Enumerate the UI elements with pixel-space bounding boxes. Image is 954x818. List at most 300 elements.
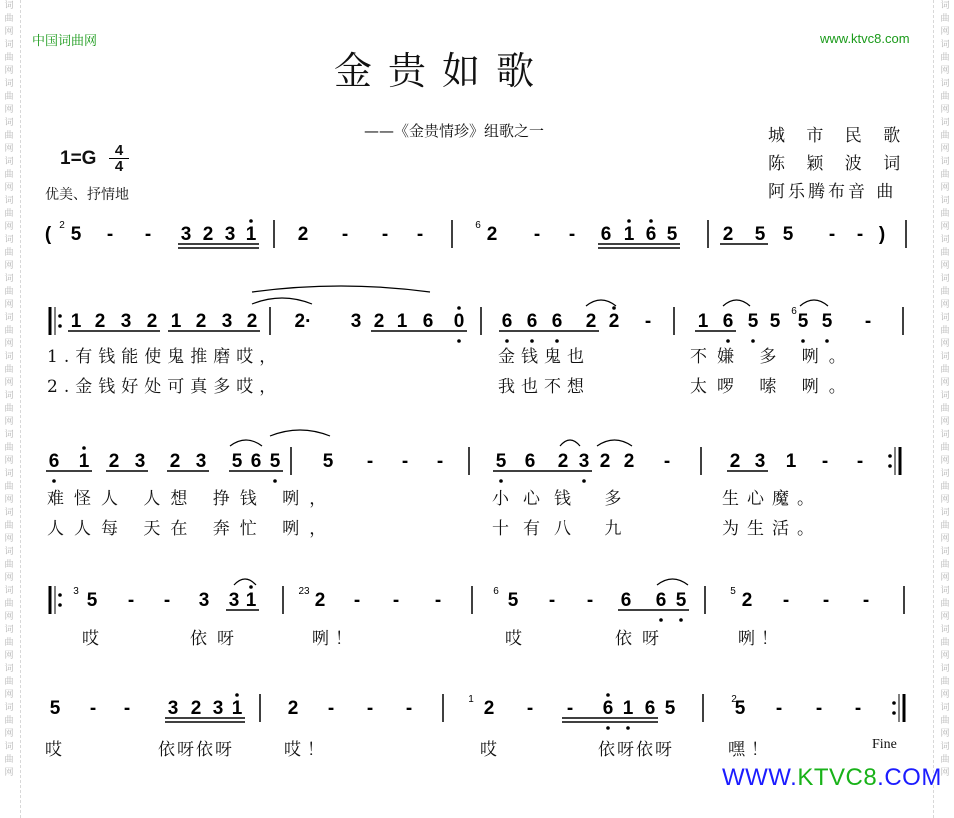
lyric-refrain-4: 哎: [505, 629, 528, 649]
note-dash: -: [381, 224, 389, 245]
note-dash: -: [526, 698, 534, 719]
margin-char: 网: [940, 495, 950, 505]
high-octave-dot: [235, 693, 239, 697]
repeat-dot: [892, 711, 896, 715]
note-6: 6: [602, 698, 614, 719]
low-octave-dot: [606, 726, 610, 730]
margin-char: 网: [4, 261, 14, 271]
margin-char: 曲: [4, 209, 14, 219]
low-octave-dot: [582, 479, 586, 483]
note-1: 1: [231, 698, 243, 719]
margin-char: 网: [4, 534, 14, 544]
margin-char: 词: [4, 703, 14, 713]
margin-char: 曲: [940, 638, 950, 648]
low-octave-dot: [52, 479, 56, 483]
site-name-link[interactable]: 中国词曲网: [32, 34, 98, 49]
margin-char: 词: [4, 742, 14, 752]
margin-char: 网: [4, 456, 14, 466]
note-5: 5: [86, 590, 98, 611]
note-5: 5: [747, 311, 759, 332]
margin-char: 曲: [940, 599, 950, 609]
margin-char: 网: [940, 651, 950, 661]
note-1: 1: [396, 311, 408, 332]
note-): ): [878, 224, 886, 245]
margin-char: 网: [940, 573, 950, 583]
margin-char: 曲: [4, 170, 14, 180]
note-(: (: [44, 224, 52, 245]
note-2: 2: [741, 590, 753, 611]
lyric-verse1-d: 难怪人 人想 挣钱 咧，: [47, 489, 337, 509]
note-2dot: 2·: [294, 311, 312, 332]
note-3: 3: [578, 451, 590, 472]
note-dash: -: [416, 224, 424, 245]
margin-char: 曲: [940, 209, 950, 219]
margin-char: 曲: [940, 404, 950, 414]
lyric-verse1-a: 1.有钱能使鬼推磨哎，: [47, 347, 283, 367]
low-octave-dot: [679, 618, 683, 622]
note-5: 5: [797, 311, 809, 332]
margin-char: 词: [4, 235, 14, 245]
margin-char: 曲: [4, 53, 14, 63]
margin-char: 网: [4, 27, 14, 37]
margin-char: 词: [4, 157, 14, 167]
margin-char: 词: [4, 664, 14, 674]
slur: [800, 300, 828, 306]
margin-char: 词: [940, 469, 950, 479]
grace-note: 3: [73, 586, 79, 597]
margin-char: 词: [4, 430, 14, 440]
high-octave-dot: [249, 219, 253, 223]
margin-char: 网: [4, 690, 14, 700]
margin-char: 曲: [4, 482, 14, 492]
note-2: 2: [314, 590, 326, 611]
note-dash: -: [663, 451, 671, 472]
high-octave-dot: [649, 219, 653, 223]
margin-char: 曲: [4, 443, 14, 453]
margin-char: 词: [940, 274, 950, 284]
note-6: 6: [600, 224, 612, 245]
note-1: 1: [245, 224, 257, 245]
note-3: 3: [180, 224, 192, 245]
margin-char: 曲: [4, 14, 14, 24]
lyric-verse2-d: 人人每 天在 奔忙 咧，: [47, 519, 337, 539]
margin-char: 曲: [940, 248, 950, 258]
lyric-coda-4: 哎: [480, 740, 503, 760]
note-2: 2: [599, 451, 611, 472]
margin-char: 网: [4, 144, 14, 154]
note-dash: -: [327, 698, 335, 719]
note-2: 2: [190, 698, 202, 719]
margin-char: 网: [940, 105, 950, 115]
note-1: 1: [697, 311, 709, 332]
note-5: 5: [70, 224, 82, 245]
note-dash: -: [144, 224, 152, 245]
margin-char: 曲: [4, 560, 14, 570]
site-url-link[interactable]: www.ktvc8.com: [820, 31, 910, 46]
margin-char: 曲: [940, 131, 950, 141]
margin-char: 网: [4, 300, 14, 310]
note-5: 5: [495, 451, 507, 472]
note-dash: -: [568, 224, 576, 245]
margin-char: 网: [940, 27, 950, 37]
margin-char: 网: [940, 534, 950, 544]
repeat-dot: [58, 603, 62, 607]
note-1: 1: [785, 451, 797, 472]
grace-note: 23: [298, 586, 310, 597]
note-2: 2: [195, 311, 207, 332]
grace-note: 6: [791, 306, 797, 317]
note-dash: -: [89, 698, 97, 719]
phrase-arc: [270, 430, 330, 436]
note-5: 5: [231, 451, 243, 472]
margin-char: 曲: [940, 755, 950, 765]
margin-char: 网: [4, 573, 14, 583]
margin-char: 网: [4, 183, 14, 193]
note-dash: -: [815, 698, 823, 719]
repeat-dot: [888, 454, 892, 458]
margin-char: 网: [940, 417, 950, 427]
note-2: 2: [623, 451, 635, 472]
repeat-dot: [892, 701, 896, 705]
margin-char: 词: [940, 352, 950, 362]
grace-note: 1: [468, 694, 474, 705]
margin-char: 曲: [940, 326, 950, 336]
note-1: 1: [623, 224, 635, 245]
phrase-arc: [252, 286, 430, 292]
note-5: 5: [269, 451, 281, 472]
note-3: 3: [224, 224, 236, 245]
lyric-coda-2: 依呀依呀: [158, 740, 234, 760]
margin-char: 曲: [940, 287, 950, 297]
margin-char: 曲: [940, 560, 950, 570]
site-watermark: [722, 764, 942, 792]
margin-char: 词: [940, 40, 950, 50]
margin-char: 曲: [4, 131, 14, 141]
note-3: 3: [198, 590, 210, 611]
margin-char: 网: [940, 183, 950, 193]
note-3: 3: [350, 311, 362, 332]
watermark-highlight: KTVC8: [797, 764, 878, 791]
margin-char: 网: [940, 261, 950, 271]
margin-char: 词: [4, 391, 14, 401]
time-signature-bottom: 4: [109, 158, 129, 174]
low-octave-dot: [457, 339, 461, 343]
lyric-verse2-b: 我也不想: [498, 377, 590, 397]
note-3: 3: [120, 311, 132, 332]
note-6: 6: [722, 311, 734, 332]
repeat-dot: [58, 314, 62, 318]
note-5: 5: [49, 698, 61, 719]
note-6: 6: [526, 311, 538, 332]
margin-char: 曲: [4, 677, 14, 687]
note-dash: -: [436, 451, 444, 472]
margin-char: 词: [4, 118, 14, 128]
grace-note: 6: [475, 220, 481, 231]
margin-char: 曲: [4, 365, 14, 375]
note-dash: -: [775, 698, 783, 719]
grace-note: 2: [731, 694, 737, 705]
note-dash: -: [856, 224, 864, 245]
note-5: 5: [821, 311, 833, 332]
repeat-dot: [888, 464, 892, 468]
note-dash: -: [434, 590, 442, 611]
note-6: 6: [551, 311, 563, 332]
margin-char: 曲: [940, 365, 950, 375]
key-signature: 1=G: [60, 148, 97, 169]
margin-char: 网: [4, 612, 14, 622]
margin-char: 词: [4, 313, 14, 323]
note-6: 6: [250, 451, 262, 472]
note-2: 2: [146, 311, 158, 332]
margin-char: 词: [4, 625, 14, 635]
note-2: 2: [373, 311, 385, 332]
margin-char: 词: [940, 157, 950, 167]
margin-char: 曲: [4, 521, 14, 531]
margin-char: 词: [4, 40, 14, 50]
note-1: 1: [245, 590, 257, 611]
note-dash: -: [106, 224, 114, 245]
note-6: 6: [645, 224, 657, 245]
lyric-refrain-6: 咧！: [738, 629, 784, 649]
note-2: 2: [729, 451, 741, 472]
note-1: 1: [70, 311, 82, 332]
note-5: 5: [734, 698, 746, 719]
margin-char: 网: [940, 378, 950, 388]
margin-char: 词: [4, 352, 14, 362]
margin-char: 网: [940, 456, 950, 466]
repeat-dot: [58, 593, 62, 597]
note-6: 6: [655, 590, 667, 611]
lyric-coda-1: 哎: [45, 740, 68, 760]
note-dash: -: [644, 311, 652, 332]
slur: [597, 440, 632, 446]
margin-char: 网: [940, 729, 950, 739]
note-6: 6: [48, 451, 60, 472]
margin-char: 曲: [940, 92, 950, 102]
note-3: 3: [134, 451, 146, 472]
margin-char: 网: [940, 612, 950, 622]
lyric-coda-5: 依呀依呀: [598, 740, 674, 760]
note-5: 5: [322, 451, 334, 472]
note-dash: -: [405, 698, 413, 719]
margin-char: 词: [940, 79, 950, 89]
credit-composer: 阿乐腾布音 曲: [768, 182, 897, 202]
margin-char: 词: [940, 625, 950, 635]
margin-char: 网: [4, 222, 14, 232]
lyric-refrain-2: 依呀: [190, 629, 244, 649]
note-dash: -: [854, 698, 862, 719]
lyric-refrain-1: 哎: [82, 629, 105, 649]
margin-char: 网: [940, 144, 950, 154]
margin-char: 网: [940, 300, 950, 310]
low-octave-dot: [273, 479, 277, 483]
watermark-prefix: WWW.: [722, 764, 798, 791]
repeat-dot: [58, 324, 62, 328]
note-5: 5: [666, 224, 678, 245]
high-octave-dot: [612, 306, 616, 310]
high-octave-dot: [606, 693, 610, 697]
margin-char: 词: [4, 196, 14, 206]
margin-char: 网: [4, 417, 14, 427]
note-dash: -: [341, 224, 349, 245]
margin-char: 词: [4, 79, 14, 89]
note-dash: -: [123, 698, 131, 719]
note-3: 3: [195, 451, 207, 472]
margin-char: 曲: [940, 677, 950, 687]
note-6: 6: [501, 311, 513, 332]
note-dash: -: [822, 590, 830, 611]
margin-char: 网: [940, 768, 950, 778]
margin-char: 网: [940, 339, 950, 349]
note-3: 3: [212, 698, 224, 719]
note-2: 2: [202, 224, 214, 245]
note-1: 1: [170, 311, 182, 332]
lyric-refrain-3: 咧！: [312, 629, 358, 649]
margin-char: 词: [940, 196, 950, 206]
high-octave-dot: [82, 446, 86, 450]
lyric-verse1-c: 不嫌 多 咧。: [690, 347, 856, 367]
margin-char: 词: [940, 1, 950, 11]
note-6: 6: [620, 590, 632, 611]
high-octave-dot: [627, 219, 631, 223]
margin-char: 曲: [940, 443, 950, 453]
high-octave-dot: [457, 306, 461, 310]
tempo-marking: 优美、抒情地: [45, 187, 129, 203]
note-6: 6: [644, 698, 656, 719]
margin-char: 曲: [4, 248, 14, 258]
note-1: 1: [622, 698, 634, 719]
note-2: 2: [585, 311, 597, 332]
margin-char: 网: [4, 66, 14, 76]
song-subtitle: ——《金贵情珍》组歌之一: [364, 122, 545, 140]
song-title: 金贵如歌: [334, 49, 551, 93]
margin-char: 网: [4, 339, 14, 349]
low-octave-dot: [499, 479, 503, 483]
note-5: 5: [675, 590, 687, 611]
margin-char: 词: [940, 664, 950, 674]
slur: [230, 440, 262, 446]
margin-char: 词: [4, 469, 14, 479]
margin-char: 曲: [940, 170, 950, 180]
low-octave-dot: [626, 726, 630, 730]
note-dash: -: [163, 590, 171, 611]
note-dash: -: [856, 451, 864, 472]
margin-char: 网: [4, 378, 14, 388]
grace-note: 5: [730, 586, 736, 597]
margin-char: 网: [4, 651, 14, 661]
margin-char: 网: [940, 690, 950, 700]
margin-char: 词: [4, 586, 14, 596]
note-dash: -: [566, 698, 574, 719]
note-dash: -: [864, 311, 872, 332]
lyric-verse1-f: 生心魔。: [722, 489, 822, 509]
note-dash: -: [366, 698, 374, 719]
note-6: 6: [524, 451, 536, 472]
note-dash: -: [548, 590, 556, 611]
note-dash: -: [828, 224, 836, 245]
margin-char: 曲: [4, 326, 14, 336]
note-3: 3: [167, 698, 179, 719]
note-dash: -: [392, 590, 400, 611]
note-dash: -: [366, 451, 374, 472]
slur: [723, 300, 750, 306]
low-octave-dot: [659, 618, 663, 622]
note-1: 1: [78, 451, 90, 472]
note-dash: -: [821, 451, 829, 472]
margin-char: 曲: [4, 716, 14, 726]
margin-char: 曲: [4, 638, 14, 648]
note-2: 2: [297, 224, 309, 245]
note-5: 5: [782, 224, 794, 245]
lyric-verse2-e: 十有八 九: [492, 519, 636, 539]
margin-char: 词: [940, 391, 950, 401]
note-dash: -: [862, 590, 870, 611]
margin-char: 曲: [940, 482, 950, 492]
note-dash: -: [586, 590, 594, 611]
note-5: 5: [769, 311, 781, 332]
note-2: 2: [169, 451, 181, 472]
note-2: 2: [608, 311, 620, 332]
time-signature-top: 4: [114, 142, 124, 159]
note-2: 2: [246, 311, 258, 332]
credit-origin: 城 市 民 歌: [768, 126, 909, 146]
note-dash: -: [782, 590, 790, 611]
margin-char: 词: [940, 547, 950, 557]
note-2: 2: [486, 224, 498, 245]
margin-char: 曲: [940, 716, 950, 726]
note-3: 3: [228, 590, 240, 611]
tie-arc: [252, 298, 312, 304]
note-5: 5: [664, 698, 676, 719]
slur: [560, 440, 580, 446]
margin-char: 词: [940, 313, 950, 323]
note-2: 2: [483, 698, 495, 719]
margin-char: 词: [940, 508, 950, 518]
margin-char: 词: [4, 274, 14, 284]
margin-char: 词: [940, 586, 950, 596]
note-dash: -: [127, 590, 135, 611]
slur: [657, 579, 688, 585]
note-5: 5: [507, 590, 519, 611]
margin-char: 词: [4, 547, 14, 557]
note-2: 2: [108, 451, 120, 472]
margin-char: 网: [940, 66, 950, 76]
note-2: 2: [287, 698, 299, 719]
watermark-suffix: .COM: [877, 764, 942, 791]
note-dash: -: [401, 451, 409, 472]
margin-char: 网: [4, 495, 14, 505]
lyric-verse2-c: 太啰 嗦 咧。: [690, 377, 856, 397]
note-6: 6: [422, 311, 434, 332]
lyric-verse1-b: 金钱鬼也: [498, 347, 590, 367]
credit-lyricist: 陈 颖 波 词: [768, 154, 909, 174]
margin-char: 词: [4, 508, 14, 518]
slur: [234, 579, 256, 585]
margin-char: 曲: [4, 404, 14, 414]
lyric-verse1-e: 小心钱 多: [492, 489, 636, 509]
grace-note: 6: [493, 586, 499, 597]
note-2: 2: [722, 224, 734, 245]
note-3: 3: [221, 311, 233, 332]
margin-char: 词: [940, 742, 950, 752]
lyric-verse2-a: 2.金钱好处可真多哎，: [47, 377, 283, 397]
note-2: 2: [557, 451, 569, 472]
margin-char: 词: [940, 118, 950, 128]
note-dash: -: [353, 590, 361, 611]
margin-char: 网: [4, 768, 14, 778]
margin-char: 词: [940, 703, 950, 713]
note-3: 3: [754, 451, 766, 472]
